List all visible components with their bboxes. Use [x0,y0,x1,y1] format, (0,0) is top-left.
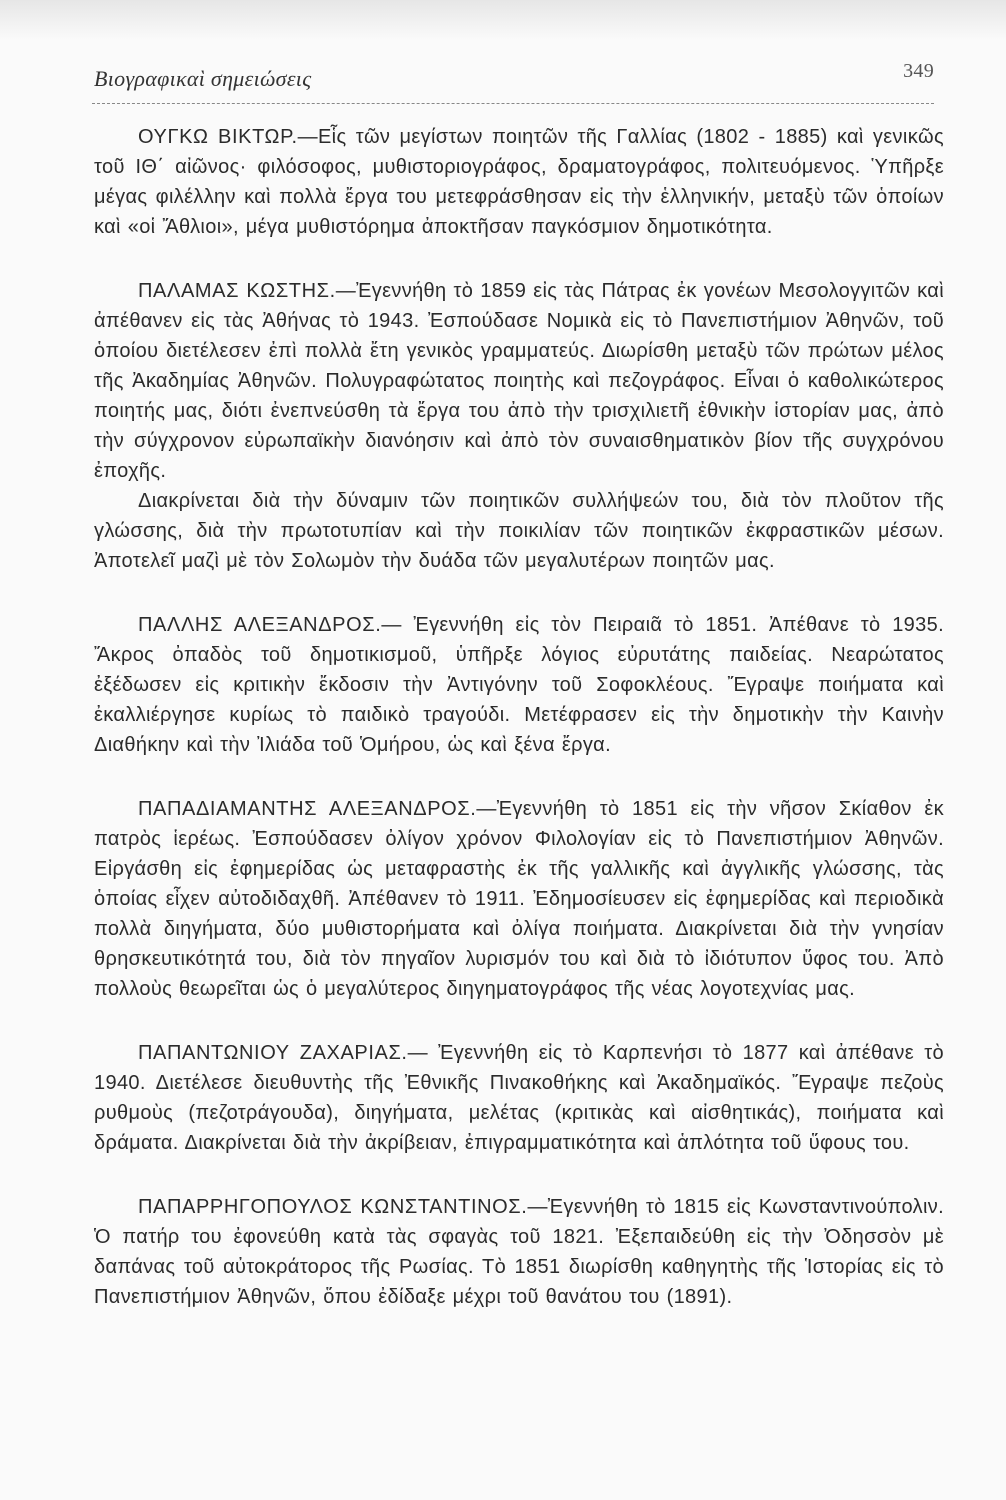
entry-papantoniou-zacharias [94,1038,944,1158]
scan-shadow [0,0,1006,40]
entry-paragraph [94,122,944,242]
entry-paragraph [94,794,944,1004]
entry-name: ΟΥΓΚΩ ΒΙΚΤΩΡ. [138,126,298,148]
entry-paparrigopoulos-konstantinos [94,1192,944,1312]
biographical-notes [94,122,944,1346]
entry-text: —Ἐγεννήθη τὸ 1851 εἰς τὴν νῆσον Σκίαθον ἐκ πατρὸς ἱερέως. Ἐσπούδασεν ὀλίγον χρόνον Φιλολογίαν εἰς τὸ Πανεπιστήμιον Ἀθηνῶν. Εἰργάσθη εἰς ἐφημερίδας ὡς μεταφραστὴς ἐκ τῆς γαλλικῆς καὶ ἀγγλικῆς γλώσσης, τὰς ὁποίας εἶχεν αὐτοδιδαχθῆ. Ἀπέθανεν τὸ 1911. Ἐδημοσίευσεν εἰς ἐφημερίδας καὶ περιοδικὰ πολλὰ διηγήματα, δύο μυθιστορήματα καὶ ὀλίγα ποιήματα. Διακρίνεται διὰ τὴν γνησίαν θρησκευτικότητά του, διὰ τὸν πηγαῖον λυρισμόν του καὶ διὰ τὸ ἰδιότυπον ὕφος του. Ἀπὸ πολλοὺς θεωρεῖται ὡς ὁ μεγαλύτερος διηγηματογράφος τῆς νέας λογοτεχνίας μας. [94,798,944,1000]
entry-name: ΠΑΛΛΗΣ ΑΛΕΞΑΝΔΡΟΣ. [138,614,382,636]
entry-paragraph [94,610,944,760]
entry-text: —Ἐγεννήθη τὸ 1815 εἰς Κωνσταντινούπολιν. Ὁ πατήρ του ἐφονεύθη κατὰ τὰς σφαγὰς τοῦ 1821. Ἐξεπαιδεύθη εἰς τὴν Ὀδησσὸν μὲ δαπάνας τοῦ αὐτοκράτορος τῆς Ρωσίας. Τὸ 1851 διωρίσθη καθηγητὴς τῆς Ἱστορίας εἰς τὸ Πανεπιστήμιον Ἀθηνῶν, ὅπου ἐδίδαξε μέχρι τοῦ θανάτου του (1891). [94,1196,944,1308]
entry-paragraph [94,1192,944,1312]
entry-text: — Ἐγεννήθη εἰς τὸ Καρπενήσι τὸ 1877 καὶ ἀπέθανε τὸ 1940. Διετέλεσε διευθυντὴς τῆς Ἐθνικῆς Πινακοθήκης καὶ Ἀκαδημαϊκός. Ἔγραψε πεζοὺς ρυθμοὺς (πεζοτράγουδα), διηγήματα, μελέτας (κριτικὰς καὶ αἰσθητικάς), ποιήματα καὶ δράματα. Διακρίνεται διὰ τὴν ἀκρίβειαν, ἐπιγραμματικότητα καὶ ἁπλότητα τοῦ ὕφους του. [94,1042,944,1154]
entry-palamas-kostis [94,276,944,576]
entry-name: ΠΑΠΑΝΤΩΝΙΟΥ ΖΑΧΑΡΙΑΣ. [138,1042,408,1064]
entry-name: ΠΑΛΑΜΑΣ ΚΩΣΤΗΣ. [138,280,336,302]
entry-paragraph [94,486,944,576]
entry-paragraph [94,276,944,486]
header-rule [92,103,934,104]
entry-name: ΠΑΠΑΔΙΑΜΑΝΤΗΣ ΑΛΕΞΑΝΔΡΟΣ. [138,798,477,820]
entry-text: Διακρίνεται διὰ τὴν δύναμιν τῶν ποιητικῶν συλλήψεών του, διὰ τὸν πλοῦτον τῆς γλώσσης, διὰ τὴν πρωτοτυπίαν καὶ τὴν ποικιλίαν τῶν ποιητικῶν ἐκφραστικῶν μέσων. Ἀποτελεῖ μαζὶ μὲ τὸν Σολωμὸν τὴν δυάδα τῶν μεγαλυτέρων ποιητῶν μας. [94,490,944,572]
entry-pallis-alexandros [94,610,944,760]
running-title: Βιογραφικαὶ σημειώσεις [94,66,312,91]
entry-text: —Εἷς τῶν μεγίστων ποιητῶν τῆς Γαλλίας (1802 - 1885) καὶ γενικῶς τοῦ ΙΘ΄ αἰῶνος· φιλόσοφος, μυθιστοριογράφος, δραματογράφος, πολιτευόμενος. Ὑπῆρξε μέγας φιλέλλην καὶ πολλὰ ἔργα του μετεφράσθησαν εἰς τὴν ἑλληνικήν, μεταξὺ τῶν ὁποίων καὶ «οἱ Ἄθλιοι», μέγα μυθιστόρημα ἀποκτῆσαν παγκόσμιον δημοτικότητα. [94,126,944,238]
entry-text: —Ἐγεννήθη τὸ 1859 εἰς τὰς Πάτρας ἐκ γονέων Μεσολογγιτῶν καὶ ἀπέθανεν εἰς τὰς Ἀθήνας τὸ 1943. Ἐσπούδασε Νομικὰ εἰς τὸ Πανεπιστήμιον Ἀθηνῶν, τοῦ ὁποίου διετέλεσεν ἐπὶ πολλὰ ἔτη γενικὸς γραμματεύς. Διωρίσθη μεταξὺ τῶν πρώτων μέλος τῆς Ἀκαδημίας Ἀθηνῶν. Πολυγραφώτατος ποιητὴς καὶ πεζογράφος. Εἶναι ὁ καθολικώτερος ποιητής μας, διότι ἐνεπνεύσθη τὰ ἔργα του ἀπὸ τὴν τρισχιλιετῆ ἐθνικὴν ἱστορίαν μας, ἀπὸ τὴν σύγχρονον εὐρωπαϊκὴν διανόησιν καὶ ἀπὸ τὸν συναισθηματικὸν βίον τῆς συγχρόνου ἐποχῆς. [94,280,944,482]
page-number: 349 [903,60,934,82]
entry-text: — Ἐγεννήθη εἰς τὸν Πειραιᾶ τὸ 1851. Ἀπέθανε τὸ 1935. Ἄκρος ὀπαδὸς τοῦ δημοτικισμοῦ, ὑπῆρξε λόγιος εὐρυτάτης παιδείας. Νεαρώτατος ἐξέδωσεν εἰς κριτικὴν ἔκδοσιν τὴν Ἀντιγόνην τοῦ Σοφοκλέους. Ἔγραψε ποιήματα καὶ ἐκαλλιέργησε κυρίως τὸ παιδικὸ τραγούδι. Μετέφρασεν εἰς τὴν δημοτικὴν τὴν Καινὴν Διαθήκην καὶ τὴν Ἰλιάδα τοῦ Ὁμήρου, ὡς καὶ ξένα ἔργα. [94,614,945,756]
entry-hugo-victor [94,122,944,242]
running-header [94,60,934,96]
entry-papadiamantis-alexandros [94,794,944,1004]
entry-name: ΠΑΠΑΡΡΗΓΟΠΟΥΛΟΣ ΚΩΝΣΤΑΝΤΙΝΟΣ. [138,1196,528,1218]
entry-paragraph [94,1038,944,1158]
